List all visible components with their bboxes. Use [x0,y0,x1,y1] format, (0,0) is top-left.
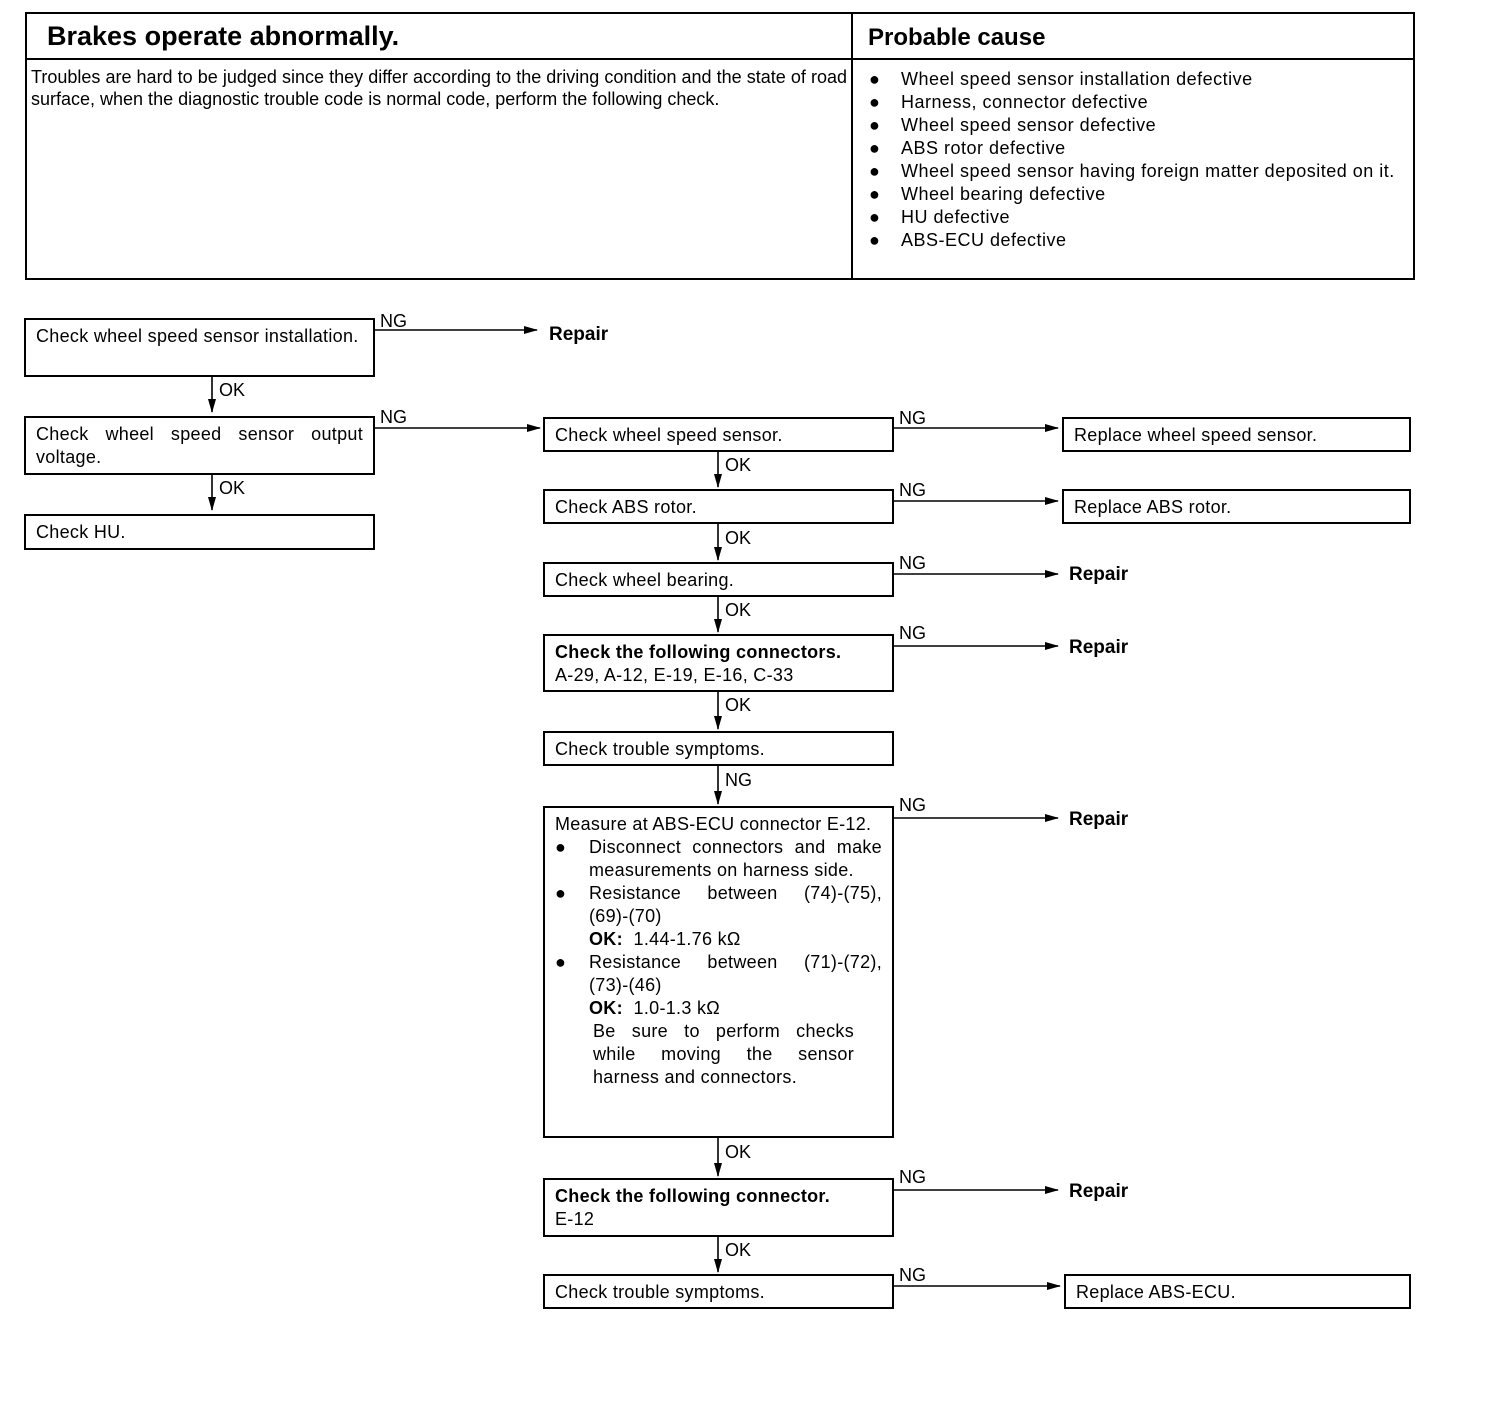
step-check-sensor-installation: Check wheel speed sensor installation. [24,318,375,377]
cause-item: ● Harness, connector defective [869,92,1149,112]
ok-label: OK [725,695,752,715]
repair-label: Repair [1069,809,1129,830]
step-check-trouble-symptoms: Check trouble symptoms. [543,731,894,766]
bullet-icon: ● [869,138,881,158]
result-replace-abs-rotor: Replace ABS rotor. [1062,489,1411,524]
ok-label: OK [725,455,752,475]
repair-label: Repair [549,324,609,345]
result-replace-abs-ecu: Replace ABS-ECU. [1064,1274,1411,1309]
bullet-icon: ● [869,184,881,204]
bullet-icon: ● [555,837,567,857]
measure-bullet: ● Disconnect connectors and make measurements on harness side. [555,837,882,880]
ng-label: NG [899,623,926,643]
ng-label: NG [899,1265,926,1285]
step-measure-abs-ecu-connector: Measure at ABS-ECU connector E-12. ● Disconnect connectors and make measurements on harness side. ● Resistance between (74)-(75), (69)-(70) OK: 1.44-1.76 kΩ ● Resistance between (71)-(72), (73)-(46) OK: 1.0-1.3 kΩ Be sure to perform checks while moving the sensor harness and connectors. [543,806,894,1138]
repair-label: Repair [1069,564,1129,585]
step-check-abs-rotor: Check ABS rotor. [543,489,894,524]
repair-label: Repair [1069,637,1129,658]
ng-label: NG [899,408,926,428]
ok-label: OK [725,1142,752,1162]
ng-label: NG [899,1167,926,1187]
ng-label: NG [725,770,752,790]
step-check-trouble-symptoms-final: Check trouble symptoms. [543,1274,894,1309]
repair-label: Repair [1069,1181,1129,1202]
ok-label: OK [219,478,246,498]
ng-label: NG [899,553,926,573]
cause-item: ● Wheel speed sensor installation defective [869,69,1253,89]
page-title: Brakes operate abnormally. [27,14,853,60]
bullet-icon: ● [869,115,881,135]
step-check-wheel-speed-sensor: Check wheel speed sensor. [543,417,894,452]
step-check-connector-e12: Check the following connector. E-12 [543,1178,894,1237]
cause-item: ● Wheel speed sensor defective [869,115,1157,135]
cause-item: ● ABS-ECU defective [869,230,1067,250]
measure-bullet: ● Resistance between (71)-(72), (73)-(46) OK: 1.0-1.3 kΩ [555,952,882,1018]
cause-item: ● Wheel speed sensor having foreign matter deposited on it. [869,161,1395,181]
ok-label: OK [725,528,752,548]
step-check-wheel-bearing: Check wheel bearing. [543,562,894,597]
cause-item: ● Wheel bearing defective [869,184,1106,204]
ok-label: OK [725,1240,752,1260]
ok-label: OK [219,380,246,400]
measure-note: Be sure to perform checks while moving the sensor harness and connectors. [593,1021,854,1087]
bullet-icon: ● [555,952,567,972]
bullet-icon: ● [869,230,881,250]
bullet-icon: ● [869,69,881,89]
ng-label: NG [380,407,407,427]
probable-cause-title: Probable cause [853,14,1413,60]
cause-item: ● ABS rotor defective [869,138,1066,158]
bullet-icon: ● [869,207,881,227]
step-check-hu: Check HU. [24,514,375,550]
ng-label: NG [899,795,926,815]
bullet-icon: ● [869,161,881,181]
cause-item: ● HU defective [869,207,1011,227]
measure-bullet: ● Resistance between (74)-(75), (69)-(70) OK: 1.44-1.76 kΩ [555,883,882,949]
ng-label: NG [380,311,407,331]
result-replace-wheel-speed-sensor: Replace wheel speed sensor. [1062,417,1411,452]
ng-label: NG [899,480,926,500]
step-check-connectors: Check the following connectors. A-29, A-12, E-19, E-16, C-33 [543,634,894,692]
description: Troubles are hard to be judged since they differ according to the driving condition and the state of road surface, when the diagnostic trouble code is normal code, perform the following check. [27,60,853,278]
bullet-icon: ● [869,92,881,112]
ok-label: OK [725,600,752,620]
step-check-sensor-output-voltage: Check wheel speed sensor output voltage. [24,416,375,475]
bullet-icon: ● [555,883,567,903]
